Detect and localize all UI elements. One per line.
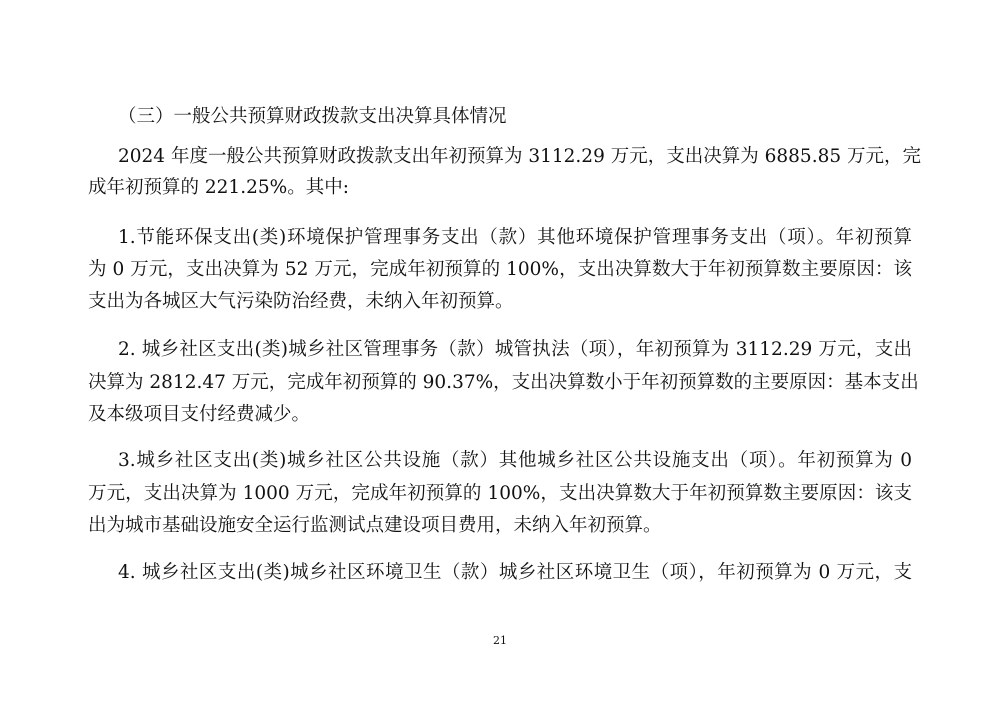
paragraph-line: 万元，支出决算为 1000 万元，完成年初预算的 100%，支出决算数大于年初预算数主要原因：该支	[88, 483, 912, 504]
section-heading: （三）一般公共预算财政拨款支出决算具体情况	[118, 106, 507, 127]
paragraph-line: 3.城乡社区支出(类)城乡社区公共设施（款）其他城乡社区公共设施支出（项）。年初预算为 0	[118, 450, 912, 471]
paragraph-line: 4. 城乡社区支出(类)城乡社区环境卫生（款）城乡社区环境卫生（项），年初预算为 0 万元，支	[118, 562, 912, 583]
paragraph-line: 成年初预算的 221.25%。其中:	[88, 177, 349, 198]
paragraph-line: 为 0 万元，支出决算为 52 万元，完成年初预算的 100%，支出决算数大于年初预算数主要原因：该	[88, 259, 912, 280]
paragraph-line: 2. 城乡社区支出(类)城乡社区管理事务（款）城管执法（项），年初预算为 3112.29 万元，支出	[118, 339, 912, 360]
page-number: 21	[493, 634, 507, 647]
paragraph-line: 及本级项目支付经费减少。	[88, 404, 311, 425]
paragraph-line: 2024 年度一般公共预算财政拨款支出年初预算为 3112.29 万元，支出决算为 6885.85 万元，完	[118, 146, 921, 167]
paragraph-line: 出为城市基础设施安全运行监测试点建设项目费用，未纳入年初预算。	[88, 515, 662, 536]
paragraph-line: 1.节能环保支出(类)环境保护管理事务支出（款）其他环境保护管理事务支出（项）。年初预算	[118, 227, 912, 248]
paragraph-line: 支出为各城区大气污染防治经费，未纳入年初预算。	[88, 291, 514, 312]
paragraph-line: 决算为 2812.47 万元，完成年初预算的 90.37%，支出决算数小于年初预算数的主要原因：基本支出	[88, 372, 919, 393]
